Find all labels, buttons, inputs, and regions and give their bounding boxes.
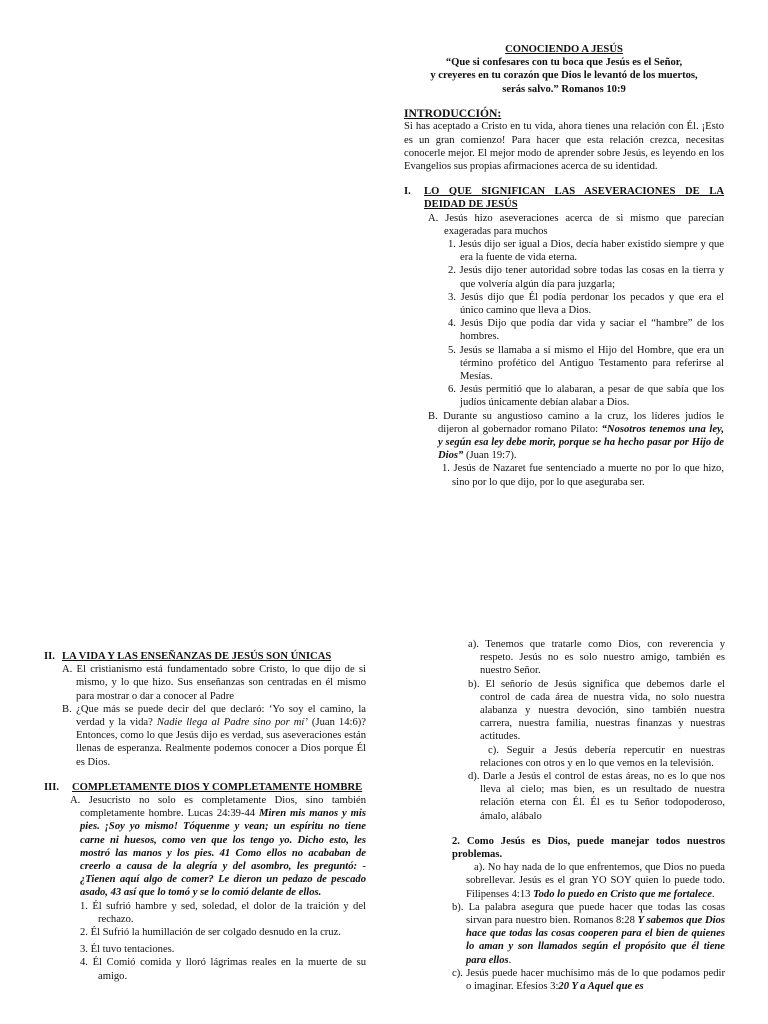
section3-body — [44, 794, 366, 983]
page-title: CONOCIENDO A JESÚS — [505, 44, 623, 55]
point2-item-a — [452, 861, 725, 901]
list-item: 1. Él sufrió hambre y sed, soledad, el dolor de la traición y del rechazo. — [80, 900, 366, 925]
section1-point-b — [428, 410, 724, 463]
point2-item-a-text: a). No hay nada de lo que enfrentemos, que Dios no pueda sobrellevar. Jesús es el gran YO SOY quien lo puede todo. Filipenses 4:13 — [466, 862, 725, 900]
list-item: 2. Él Sufrió la humillación de ser colgado desnudo en la cruz. — [80, 927, 341, 939]
section1-point-b-ref: (Juan 19:7). — [463, 450, 517, 462]
section3-list — [70, 900, 366, 983]
section1-number: I. — [404, 186, 411, 198]
list-item: 1. Jesús dijo ser igual a Dios, decía haber existido siempre y que era la fuente de vida eterna. — [448, 238, 724, 264]
section2-number: II. — [44, 651, 55, 662]
section2-point-b-rest: (Juan 14:6)? Entonces, como lo que Jesús dijo es verdad, sus aseveraciones están llenas de esperanza. Realmente podemos conocer a Dios porque Él es Dios. — [76, 717, 366, 768]
section3-point-a-text: A. Jesucristo no solo es completamente Dios, sino también completamente hombre. Lucas 24:39-44 — [70, 795, 366, 820]
section2-point-b-quote: Nadie llega al Padre sino por mí’ — [156, 717, 308, 729]
section3-point-a-quote: Miren mis manos y mis pies. ¡Soy yo mismo! Tóquenme y vean; un espíritu no tiene carne ni huesos, como ven que los tengo yo. Dicho esto, les mostró las manos y los pies. 41 Como ellos no acababan de creerlo a causa de la alegría y del asombro, les preguntó: -¿Tienen aquí algo de comer? Le dieron un pedazo de pescado asado, 43 así que lo tomó y se lo comió delante de ellos. — [80, 808, 366, 899]
point2-item-c-text: c). Jesús puede hacer muchísimo más de lo que podamos pedir o imaginar. Efesios 3: — [452, 967, 725, 993]
list-item: 5. Jesús se llamaba a sí mismo el Hijo del Hombre, que era un término profético del Antiguo Testamento para referirse al Mesías. — [448, 344, 724, 382]
lordship-list — [404, 638, 725, 823]
section1-point-b-quote: “Nosotros tenemos una ley, y según esa ley debe morir, porque se ha hecho pasar por Hijo de Dios” — [438, 423, 724, 462]
section1-a-list — [428, 238, 724, 410]
list-item: 1. Jesús de Nazaret fue sentenciado a muerte no por lo que hizo, sino por lo que dijo, por lo que aseguraba ser. — [442, 463, 724, 488]
point2-item-a-quote: Todo lo puedo en Cristo que me fortalece — [533, 888, 712, 900]
verse-line-3: serás salvo.” Romanos 10:9 — [502, 83, 626, 95]
point2-block — [404, 835, 725, 993]
section3-number: III. — [44, 781, 60, 793]
list-item: 6. Jesús permitió que lo alabaran, a pesar de que sabía que los judíos únicamente debían alabar a Dios. — [448, 384, 724, 409]
section2-heading — [44, 650, 366, 663]
section1-point-b-text: B. Durante su angustioso camino a la cruz, los líderes judíos le dijeron al gobernador romano Pilato: — [428, 410, 724, 435]
section1-heading — [404, 185, 724, 211]
verse-line-1: “Que si confesares con tu boca que Jesús es el Señor, — [445, 57, 683, 69]
list-item: 4. Jesús Dijo que podía dar vida y saciar el “hambre” de los hombres. — [448, 318, 724, 343]
point2-item-c-quote: 20 Y a Aquel que es — [558, 981, 644, 993]
section2-title: LA VIDA Y LAS ENSEÑANZAS DE JESÚS SON ÚNICAS — [62, 651, 332, 662]
verse-line-2: y creyeres en tu corazón que Dios le levantó de los muertos, — [430, 70, 698, 82]
section3-heading — [44, 781, 366, 794]
list-item: 3. Él tuvo tentaciones. — [80, 944, 175, 956]
point2-item-b — [452, 901, 725, 967]
section3-title: COMPLETAMENTE DIOS Y COMPLETAMENTE HOMBRE — [72, 781, 363, 793]
section3-point-a — [70, 794, 366, 900]
section2-point-b-text: B. ¿Que más se puede decir del que declaró: ‘Yo soy el camino, la verdad y la vida? — [62, 703, 366, 729]
section1-b-list — [428, 462, 724, 488]
intro-text: Si has aceptado a Cristo en tu vida, ahora tienes una relación con Él. ¡Esto es un gran comienzo! Para hacer que esta relación crezca, necesitas conocerle mejor. El mejor modo de aprender sobre Jesús, es leyendo en los Evangelios sus propias afirmaciones acerca de su identidad. — [404, 121, 724, 172]
point2-item-b-text: b). La palabra asegura que puede hacer que todas las cosas sirvan para nuestro bien. Romanos 8:28 — [452, 901, 725, 927]
point2-heading: 2. Como Jesús es Dios, puede manejar todos nuestros problemas. — [452, 835, 725, 861]
point2-item-a-end: . — [711, 888, 715, 900]
list-item: d). Darle a Jesús el control de estas áreas, no es lo que nos lleva al cielo; mas bien, es un resultado de nuestra relación eterna con Él. Él es tu Señor todopoderoso, ámalo, alábalo — [468, 771, 725, 822]
section1-title: LO QUE SIGNIFICAN LAS ASEVERACIONES DE LA DEIDAD DE JESÚS — [424, 186, 724, 211]
section2-point-a: A. El cristianismo está fundamentado sobre Cristo, lo que dijo de si mismo, y lo que hizo. Sus enseñanzas son centradas en él mismo para mostrar o dar a conocer al Padre — [62, 664, 366, 702]
list-item: 4. Él Comió comida y lloró lágrimas reales en la muerte de su amigo. — [80, 957, 366, 982]
point2-item-b-quote: Y sabemos que Dios hace que todas las cosas cooperen para el bien de quienes lo aman y son llamados según el propósito que él tiene para ellos — [466, 915, 725, 966]
bottom-left-column — [44, 650, 366, 983]
list-item: c). Seguir a Jesús debería repercutir en nuestras relaciones con otros y en lo que vemos en la televisión. — [480, 744, 725, 769]
section2-body — [44, 663, 366, 769]
intro-heading: INTRODUCCIÓN: — [404, 106, 502, 120]
list-item: b). El señorío de Jesús significa que debemos darle el control de cada área de nuestra vida, no solo nuestra alabanza y nuestra devoción, sino también nuestra carrera, nuestra familia, nuestras finanzas y nuestras actitudes. — [468, 678, 725, 743]
point2-item-c — [452, 967, 725, 993]
list-item: 2. Jesús dijo tener autoridad sobre todas las cosas en la tierra y que volvería algún día para juzgarla; — [448, 265, 724, 290]
section2-point-b — [62, 703, 366, 769]
bottom-right-column — [404, 638, 725, 993]
section1-point-a: A. Jesús hizo aseveraciones acerca de si mismo que parecían exageradas para muchos — [428, 212, 724, 237]
point2-list — [452, 861, 725, 993]
top-right-column — [404, 43, 724, 489]
section1-body — [404, 212, 724, 489]
list-item: a). Tenemos que tratarle como Dios, con reverencia y respeto. Jesús no es solo nuestro amigo, también es nuestro Señor. — [468, 639, 725, 677]
list-item: 3. Jesús dijo que Él podía perdonar los pecados y que era el único camino que lleva a Dios. — [448, 291, 724, 316]
point2-item-b-end: . — [508, 954, 512, 966]
